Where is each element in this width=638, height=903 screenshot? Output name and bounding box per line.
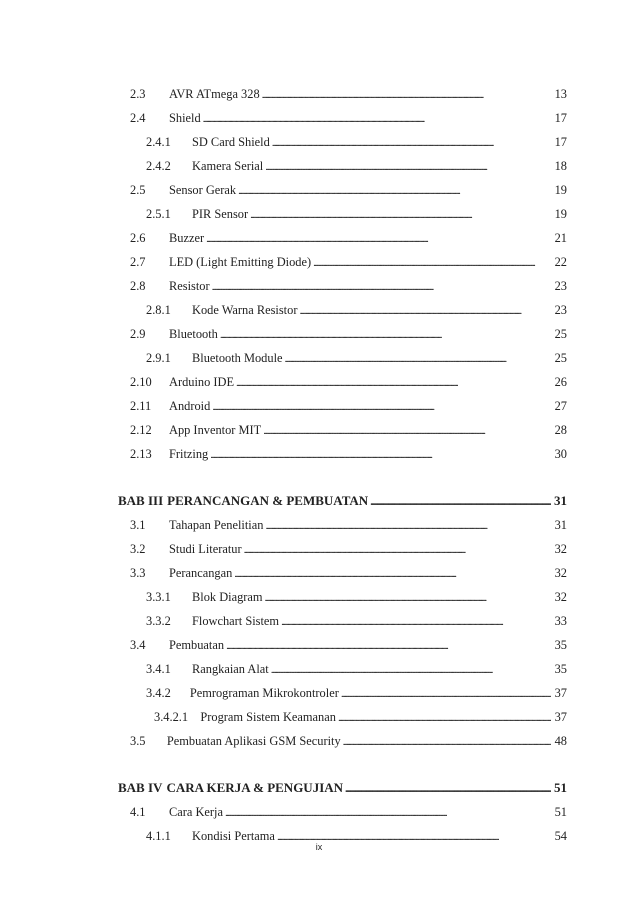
toc-leader-dots (212, 398, 551, 415)
toc-entry-page: 32 (554, 542, 567, 556)
toc-entry-number: 3.4.1 (146, 662, 171, 676)
toc-entry-number: 3.1 (130, 518, 146, 532)
toc-entry-number: 2.7 (130, 255, 146, 269)
toc-entry-title: App Inventor MIT (169, 423, 262, 437)
toc-entry-title: Pembuatan (169, 638, 225, 652)
toc-entry-page: 19 (554, 207, 567, 221)
toc-entry-number: 2.5 (130, 183, 146, 197)
toc-leader-dots (262, 86, 551, 103)
toc-entry (130, 278, 567, 295)
toc-entry (130, 86, 567, 103)
toc-entry-page: 32 (554, 566, 567, 580)
toc-entry (146, 661, 567, 678)
toc-entry-number: 2.4.2 (146, 159, 171, 173)
toc-entry-number: 2.11 (130, 399, 152, 413)
toc-entry-title: Bluetooth Module (192, 351, 283, 365)
toc-leader-dots (225, 804, 551, 821)
toc-entry-number: 3.4.2 (146, 686, 171, 700)
toc-entry-page: 33 (554, 614, 567, 628)
toc-entry (130, 565, 567, 582)
toc-entry-page: 25 (554, 351, 567, 365)
toc-entry-title: Android (169, 399, 211, 413)
toc-entry-number: 2.8.1 (146, 303, 171, 317)
toc-entry (130, 637, 567, 654)
toc-entry-page: 18 (554, 159, 567, 173)
toc-leader-dots (345, 780, 551, 797)
page-number: ix (315, 842, 323, 852)
toc-leader-dots (265, 517, 551, 534)
toc-entry-title: SD Card Shield (192, 135, 270, 149)
toc-entry-title: Pembuatan Aplikasi GSM Security (166, 734, 341, 748)
toc-entry-title: AVR ATmega 328 (169, 87, 260, 101)
toc-entry-number: 2.9 (130, 327, 146, 341)
toc-entry-page: 13 (554, 87, 567, 101)
toc-entry-page: 21 (554, 231, 567, 245)
toc-entry-page: 28 (554, 423, 567, 437)
toc-entry-title: Sensor Gerak (169, 183, 237, 197)
toc-entry-number: 2.12 (130, 423, 152, 437)
toc-leader-dots (210, 446, 551, 463)
toc-entry-title: PIR Sensor (192, 207, 249, 221)
toc-entry-title: Flowchart Sistem (192, 614, 280, 628)
toc-entry (130, 541, 567, 558)
toc-entry-number: 2.5.1 (146, 207, 171, 221)
toc-entry (130, 804, 567, 821)
toc-entry-title: Shield (169, 111, 201, 125)
toc-entry (130, 374, 567, 391)
toc-entry-page: 26 (554, 375, 567, 389)
toc-entry (118, 493, 567, 510)
toc-entry (146, 134, 567, 151)
toc-entry-number: 3.2 (130, 542, 146, 556)
toc-leader-dots (341, 685, 551, 702)
toc-entry (130, 182, 567, 199)
toc-entry-page: 35 (554, 638, 567, 652)
toc-entry-number: 3.3 (130, 566, 146, 580)
toc-entry (118, 780, 567, 797)
toc-leader-dots (220, 326, 551, 343)
toc-entry-title: Studi Literatur (169, 542, 242, 556)
toc-leader-dots (285, 350, 551, 367)
toc-entry-number: 3.3.1 (146, 590, 171, 604)
toc-leader-dots (203, 110, 551, 127)
toc-entry-page: 31 (554, 493, 567, 508)
toc-entry-number: 2.6 (130, 231, 146, 245)
toc-entry-page: 35 (554, 662, 567, 676)
toc-entry-page: 25 (554, 327, 567, 341)
toc-entry-title: Program Sistem Keamanan (200, 710, 336, 724)
toc-entry-title: Pemrograman Mikrokontroler (189, 686, 339, 700)
toc-entry-page: 48 (554, 734, 567, 748)
toc-leader-dots (250, 206, 551, 223)
toc-entry-title: Cara Kerja (169, 805, 224, 819)
toc-leader-dots (281, 613, 551, 630)
toc-leader-dots (234, 565, 551, 582)
toc-entry (146, 158, 567, 175)
toc-entry-page: 30 (554, 447, 567, 461)
toc-leader-dots (212, 278, 551, 295)
toc-entry-title: Kode Warna Resistor (192, 303, 298, 317)
toc-entry (130, 733, 567, 750)
toc-leader-dots (265, 589, 551, 606)
toc-chapter-title: CARA KERJA & PENGUJIAN (166, 780, 344, 795)
toc-entry (146, 206, 567, 223)
toc-entry-page: 23 (554, 303, 567, 317)
toc-entry (130, 422, 567, 439)
toc-entry-number: 2.10 (130, 375, 152, 389)
toc-entry-title: Rangkaian Alat (192, 662, 269, 676)
toc-entry-number: 4.1.1 (146, 829, 171, 843)
toc-entry-title: Kamera Serial (192, 159, 264, 173)
toc-entry-title: Perancangan (169, 566, 233, 580)
toc-leader-dots (313, 254, 551, 271)
toc-entry (130, 254, 567, 271)
toc-entry-number: 2.4 (130, 111, 146, 125)
toc-entry-title: Arduino IDE (169, 375, 235, 389)
toc-entry-number: 2.3 (130, 87, 146, 101)
toc-entry-page: 37 (554, 686, 567, 700)
toc-entry-number: 3.3.2 (146, 614, 171, 628)
toc-entry-page: 51 (554, 780, 567, 795)
toc-entry-number: 3.4 (130, 638, 146, 652)
toc-leader-dots (226, 637, 551, 654)
toc-entry-page: 31 (554, 518, 567, 532)
toc-entry (130, 398, 567, 415)
toc-entry (130, 230, 567, 247)
toc-leader-dots (238, 182, 551, 199)
toc-entry-title: Kondisi Pertama (192, 829, 275, 843)
toc-chapter-number: BAB III (118, 493, 164, 508)
toc-entry-page: 37 (554, 710, 567, 724)
toc-entry-title: Buzzer (169, 231, 205, 245)
toc-entry-title: LED (Light Emitting Diode) (169, 255, 312, 269)
toc-entry-page: 19 (554, 183, 567, 197)
toc-entry-number: 2.9.1 (146, 351, 171, 365)
toc-entry-title: Resistor (169, 279, 210, 293)
toc-entry-title: Tahapan Penelitian (169, 518, 264, 532)
toc-entry (146, 350, 567, 367)
toc-entry-number: 3.5 (130, 734, 146, 748)
toc-entry (130, 517, 567, 534)
toc-leader-dots (244, 541, 551, 558)
toc-entry (146, 589, 567, 606)
toc-entry-number: 2.8 (130, 279, 146, 293)
toc-entry-number: 3.4.2.1 (154, 710, 189, 724)
toc-entry (146, 685, 567, 702)
toc-leader-dots (343, 733, 551, 750)
toc-entry-page: 23 (554, 279, 567, 293)
toc-entry (130, 446, 567, 463)
toc-entry-page: 51 (554, 805, 567, 819)
toc-leader-dots (370, 493, 551, 510)
toc-entry-page: 17 (554, 135, 567, 149)
toc-entry (154, 709, 567, 726)
toc-leader-dots (271, 661, 551, 678)
toc-entry-title: Fritzing (169, 447, 209, 461)
toc-entry-title: Bluetooth (169, 327, 218, 341)
toc-entry-page: 17 (554, 111, 567, 125)
toc-leader-dots (338, 709, 551, 726)
toc-entry-page: 27 (554, 399, 567, 413)
toc-entry (130, 110, 567, 127)
toc-leader-dots (263, 422, 551, 439)
toc-leader-dots (206, 230, 551, 247)
toc-entry-page: 22 (554, 255, 567, 269)
toc-leader-dots (299, 302, 551, 319)
toc-entry-number: 4.1 (130, 805, 146, 819)
toc-leader-dots (272, 134, 551, 151)
toc-chapter-number: BAB IV (118, 780, 163, 795)
toc-entry-number: 2.4.1 (146, 135, 171, 149)
toc-entry (146, 302, 567, 319)
toc-entry-title: Blok Diagram (192, 590, 263, 604)
toc-leader-dots (236, 374, 551, 391)
toc-entry (146, 613, 567, 630)
toc-entry-number: 2.13 (130, 447, 152, 461)
toc-entry-page: 54 (554, 829, 567, 843)
toc-entry-page: 32 (554, 590, 567, 604)
toc-entry (130, 326, 567, 343)
toc-chapter-title: PERANCANGAN & PEMBUATAN (167, 493, 369, 508)
toc-leader-dots (265, 158, 551, 175)
